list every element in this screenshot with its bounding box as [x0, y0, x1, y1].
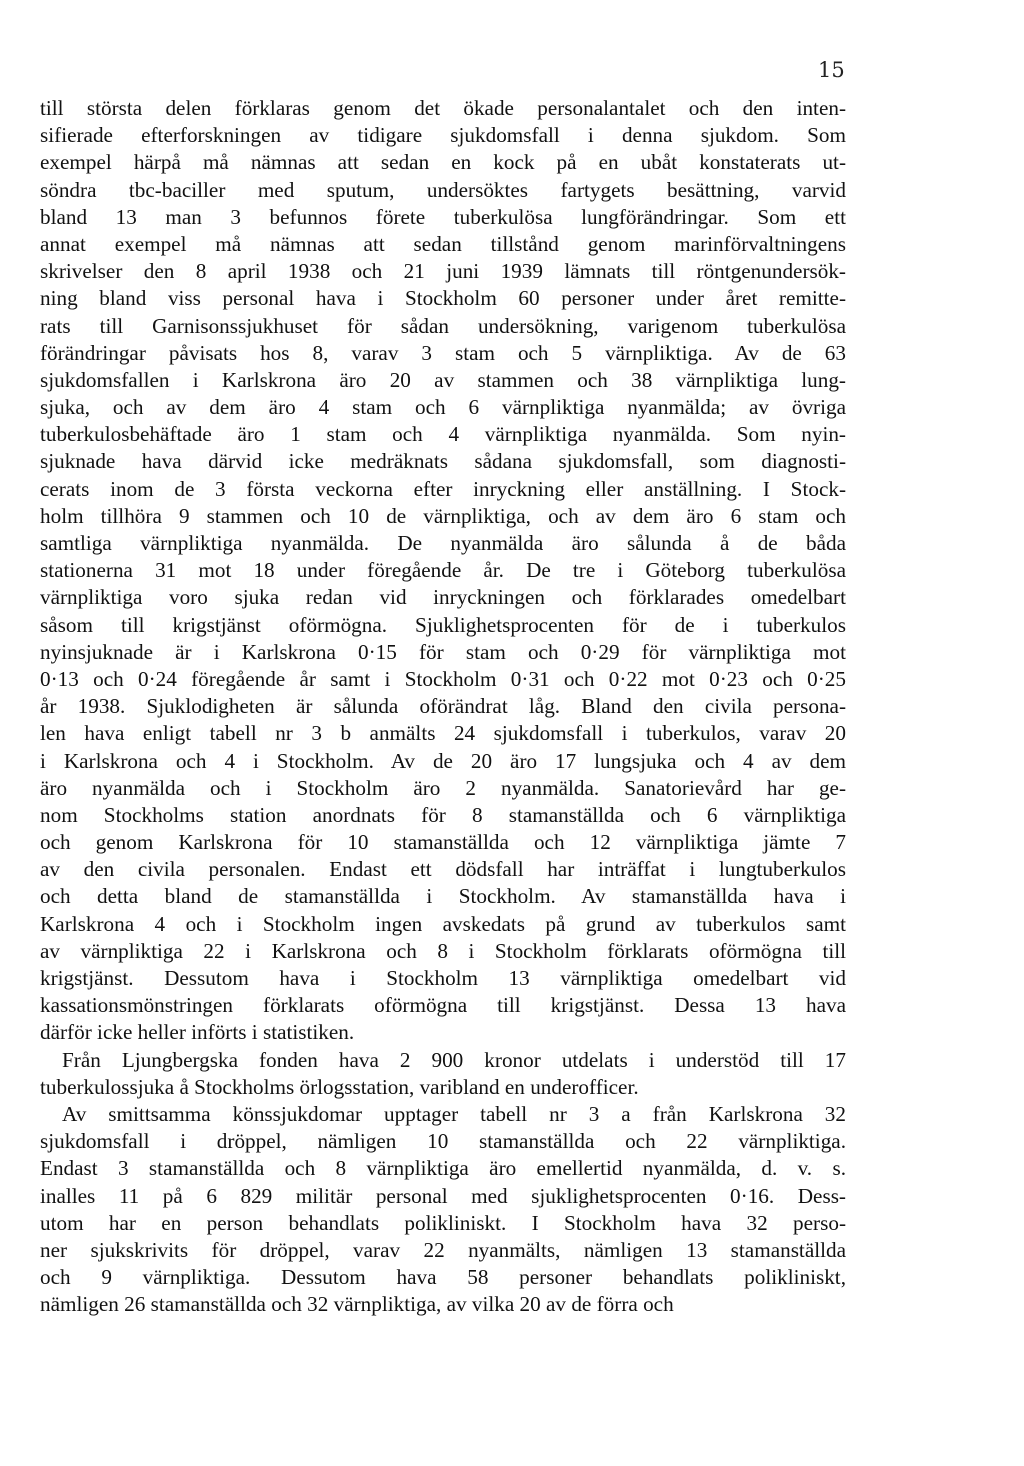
text-line: söndra tbc-baciller med sputum, undersöktes fartygets besättning, varvid: [40, 177, 846, 202]
text-line: av värnpliktiga 22 i Karlskrona och 8 i Stockholm förklarats oförmögna till: [40, 938, 846, 963]
text-line: sjuknade hava därvid icke medräknats sådana sjukdomsfall, som diagnosti-: [40, 449, 846, 474]
text-line: och 9 värnpliktiga. Dessutom hava 58 personer behandlats polikliniskt,: [40, 1265, 846, 1290]
text-line: krigstjänst. Dessutom hava i Stockholm 13 värnpliktiga omedelbart vid: [40, 966, 846, 990]
text-line: och genom Karlskrona för 10 stamanställda och 12 värnpliktiga jämte 7: [40, 830, 846, 855]
body-text: [40, 95, 846, 1318]
text-line: nämligen 26 stamanställda och 32 värnpliktiga, av vilka 20 av de förra och: [40, 1292, 674, 1317]
page-number: 15: [818, 58, 845, 82]
text-line: sjuka, och av dem äro 4 stam och 6 värnpliktiga nyanmälda; av övriga: [40, 395, 846, 420]
text-line: Karlskrona 4 och i Stockholm ingen avskedats på grund av tuberkulos samt: [40, 911, 846, 936]
text-line: till största delen förklaras genom det ökade personalantalet och den inten-: [40, 96, 846, 120]
text-line: 0·13 och 0·24 föregående år samt i Stockholm 0·31 och 0·22 mot 0·23 och 0·25: [40, 666, 846, 691]
text-line: Endast 3 stamanställda och 8 värnpliktiga äro emellertid nyanmälda, d. v. s.: [40, 1156, 846, 1181]
text-line: rats till Garnisonssjukhuset för sådan undersökning, varigenom tuberkulösa: [40, 313, 846, 338]
text-line: bland 13 man 3 befunnos förete tuberkulösa lungförändringar. Som ett: [40, 204, 846, 229]
text-line: sjukdomsfallen i Karlskrona äro 20 av stammen och 38 värnpliktiga lung-: [40, 367, 846, 392]
paragraph: [40, 1047, 846, 1101]
text-line: cerats inom de 3 första veckorna efter inryckning eller anställning. I Stock-: [40, 476, 846, 501]
text-line: ning bland viss personal hava i Stockholm 60 personer under året remitte-: [40, 286, 846, 311]
text-line: såsom till krigstjänst oförmögna. Sjuklighetsprocenten för de i tuberkulos: [40, 612, 846, 637]
text-line: utom har en person behandlats polikliniskt. I Stockholm hava 32 perso-: [40, 1210, 846, 1235]
text-line: Från Ljungbergska fonden hava 2 900 kronor utdelats i understöd till 17: [62, 1047, 846, 1072]
text-line: sjukdomsfall i dröppel, nämligen 10 stamanställda och 22 värnpliktiga.: [40, 1129, 846, 1154]
text-line: inalles 11 på 6 829 militär personal med sjuklighetsprocenten 0·16. Dess-: [40, 1183, 846, 1208]
text-line: sifierade efterforskningen av tidigare sjukdomsfall i denna sjukdom. Som: [40, 123, 846, 148]
text-line: samtliga värnpliktiga nyanmälda. De nyanmälda äro sålunda å de båda: [40, 531, 846, 555]
text-line: år 1938. Sjuklodigheten är sålunda oförändrat låg. Bland den civila persona-: [40, 694, 846, 719]
text-line: förändringar påvisats hos 8, varav 3 stam och 5 värnpliktiga. Av de 63: [40, 340, 846, 365]
text-line: exempel härpå må nämnas att sedan en kock på en ubåt konstaterats ut-: [40, 150, 846, 175]
text-line: annat exempel må nämnas att sedan tillstånd genom marinförvaltningens: [40, 231, 846, 256]
text-line: Av smittsamma könssjukdomar upptager tabell nr 3 a från Karlskrona 32: [62, 1101, 846, 1126]
text-line: av den civila personalen. Endast ett dödsfall har inträffat i lungtuberkulos: [40, 857, 846, 882]
text-line: len hava enligt tabell nr 3 b anmälts 24 sjukdomsfall i tuberkulos, varav 20: [40, 721, 846, 746]
text-line: stationerna 31 mot 18 under föregående år. De tre i Göteborg tuberkulösa: [40, 558, 846, 583]
text-line: kassationsmönstringen förklarats oförmögna till krigstjänst. Dessa 13 hava: [40, 993, 846, 1018]
text-line: nom Stockholms station anordnats för 8 stamanställda och 6 värnpliktiga: [40, 802, 846, 827]
text-line: nyinsjuknade är i Karlskrona 0·15 för stam och 0·29 för värnpliktiga mot: [40, 639, 846, 664]
text-line: holm tillhöra 9 stammen och 10 de värnpliktiga, och av dem äro 6 stam och: [40, 503, 846, 528]
text-line: ner sjukskrivits för dröppel, varav 22 nyanmälts, nämligen 13 stamanställda: [40, 1237, 846, 1262]
paragraph: [40, 1101, 846, 1319]
text-line: därför icke heller införts i statistiken.: [40, 1020, 355, 1045]
text-line: skrivelser den 8 april 1938 och 21 juni 1939 lämnats till röntgenundersök-: [40, 259, 846, 284]
text-line: äro nyanmälda och i Stockholm äro 2 nyanmälda. Sanatorievård har ge-: [40, 775, 846, 800]
text-line: tuberkulossjuka å Stockholms örlogsstation, varibland en underofficer.: [40, 1074, 639, 1099]
text-line: i Karlskrona och 4 i Stockholm. Av de 20 äro 17 lungsjuka och 4 av dem: [40, 748, 846, 773]
text-line: tuberkulosbehäftade äro 1 stam och 4 värnpliktiga nyanmälda. Som nyin-: [40, 422, 846, 447]
paragraph: [40, 95, 846, 1047]
text-line: och detta bland de stamanställda i Stockholm. Av stamanställda hava i: [40, 884, 846, 909]
text-line: värnpliktiga voro sjuka redan vid inryckningen och förklarades omedelbart: [40, 585, 846, 610]
